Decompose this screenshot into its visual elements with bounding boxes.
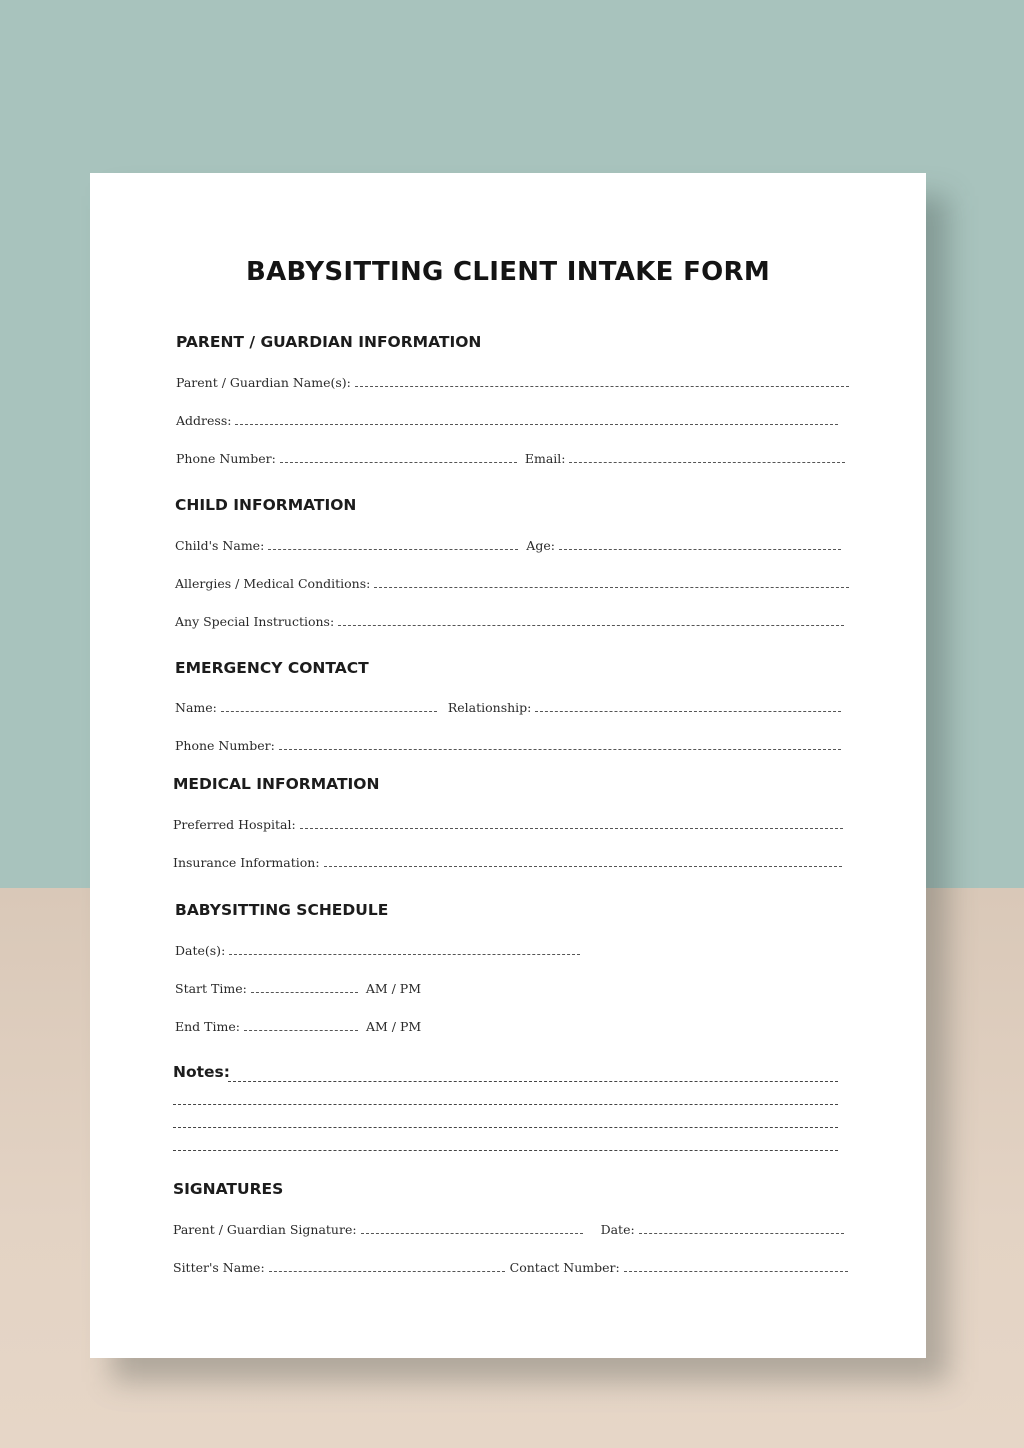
start-ampm-label: AM / PM [365,981,422,996]
parent-phone-field[interactable] [176,451,845,466]
section-medical-heading: MEDICAL INFORMATION [173,775,380,793]
child-name-field[interactable] [175,538,841,553]
parent-phone-label: Phone Number: [176,451,276,466]
child-name-label: Child's Name: [175,538,265,553]
address-field[interactable] [176,413,838,428]
notes-line-2[interactable] [173,1104,838,1105]
emergency-phone-field[interactable] [175,738,841,753]
end-time-line[interactable] [244,1019,358,1031]
special-instructions-line[interactable] [338,614,844,626]
notes-line-3[interactable] [173,1127,838,1128]
allergies-label: Allergies / Medical Conditions: [175,576,371,591]
sitter-name-field[interactable] [173,1260,848,1275]
parent-signature-field[interactable] [173,1222,844,1237]
notes-label: Notes: [173,1063,230,1081]
age-line[interactable] [559,538,841,550]
emergency-phone-label: Phone Number: [175,738,275,753]
end-time-field[interactable] [175,1019,421,1034]
allergies-line[interactable] [374,576,849,588]
email-line[interactable] [569,451,845,463]
start-time-label: Start Time: [175,981,247,996]
parent-signature-label: Parent / Guardian Signature: [173,1222,357,1237]
parent-names-line[interactable] [355,375,849,387]
special-instructions-label: Any Special Instructions: [175,614,335,629]
age-label: Age: [526,538,555,553]
insurance-label: Insurance Information: [173,855,320,870]
section-child-heading: CHILD INFORMATION [175,496,357,514]
special-instructions-field[interactable] [175,614,844,629]
address-line[interactable] [235,413,838,425]
contact-number-line[interactable] [624,1260,848,1272]
insurance-line[interactable] [324,855,842,867]
section-signatures-heading: SIGNATURES [173,1180,284,1198]
dates-label: Date(s): [175,943,226,958]
parent-names-label: Parent / Guardian Name(s): [176,375,351,390]
dates-line[interactable] [229,943,580,955]
emergency-name-label: Name: [175,700,217,715]
start-time-field[interactable] [175,981,421,996]
sitter-name-line[interactable] [269,1260,505,1272]
dates-field[interactable] [175,943,580,958]
hospital-line[interactable] [300,817,843,829]
notes-line-4[interactable] [173,1150,838,1151]
parent-names-field[interactable] [176,375,849,390]
notes-line-1[interactable] [228,1081,838,1082]
hospital-label: Preferred Hospital: [173,817,296,832]
form-page [90,173,926,1358]
end-ampm-label: AM / PM [365,1019,422,1034]
parent-signature-line[interactable] [361,1222,583,1234]
address-label: Address: [176,413,232,428]
end-time-label: End Time: [175,1019,240,1034]
relationship-label: Relationship: [447,700,532,715]
form-title: BABYSITTING CLIENT INTAKE FORM [245,257,771,287]
emergency-phone-line[interactable] [279,738,841,750]
emergency-name-field[interactable] [175,700,841,715]
relationship-line[interactable] [535,700,841,712]
child-name-line[interactable] [268,538,518,550]
insurance-field[interactable] [173,855,842,870]
parent-phone-line[interactable] [280,451,517,463]
section-emergency-heading: EMERGENCY CONTACT [175,659,369,677]
signature-date-line[interactable] [639,1222,844,1234]
signature-date-label: Date: [600,1222,635,1237]
contact-number-label: Contact Number: [509,1260,620,1275]
start-time-line[interactable] [251,981,358,993]
emergency-name-line[interactable] [221,700,437,712]
email-label: Email: [524,451,566,466]
hospital-field[interactable] [173,817,843,832]
section-parent-heading: PARENT / GUARDIAN INFORMATION [176,333,482,351]
section-schedule-heading: BABYSITTING SCHEDULE [175,901,389,919]
allergies-field[interactable] [175,576,849,591]
sitter-name-label: Sitter's Name: [173,1260,265,1275]
